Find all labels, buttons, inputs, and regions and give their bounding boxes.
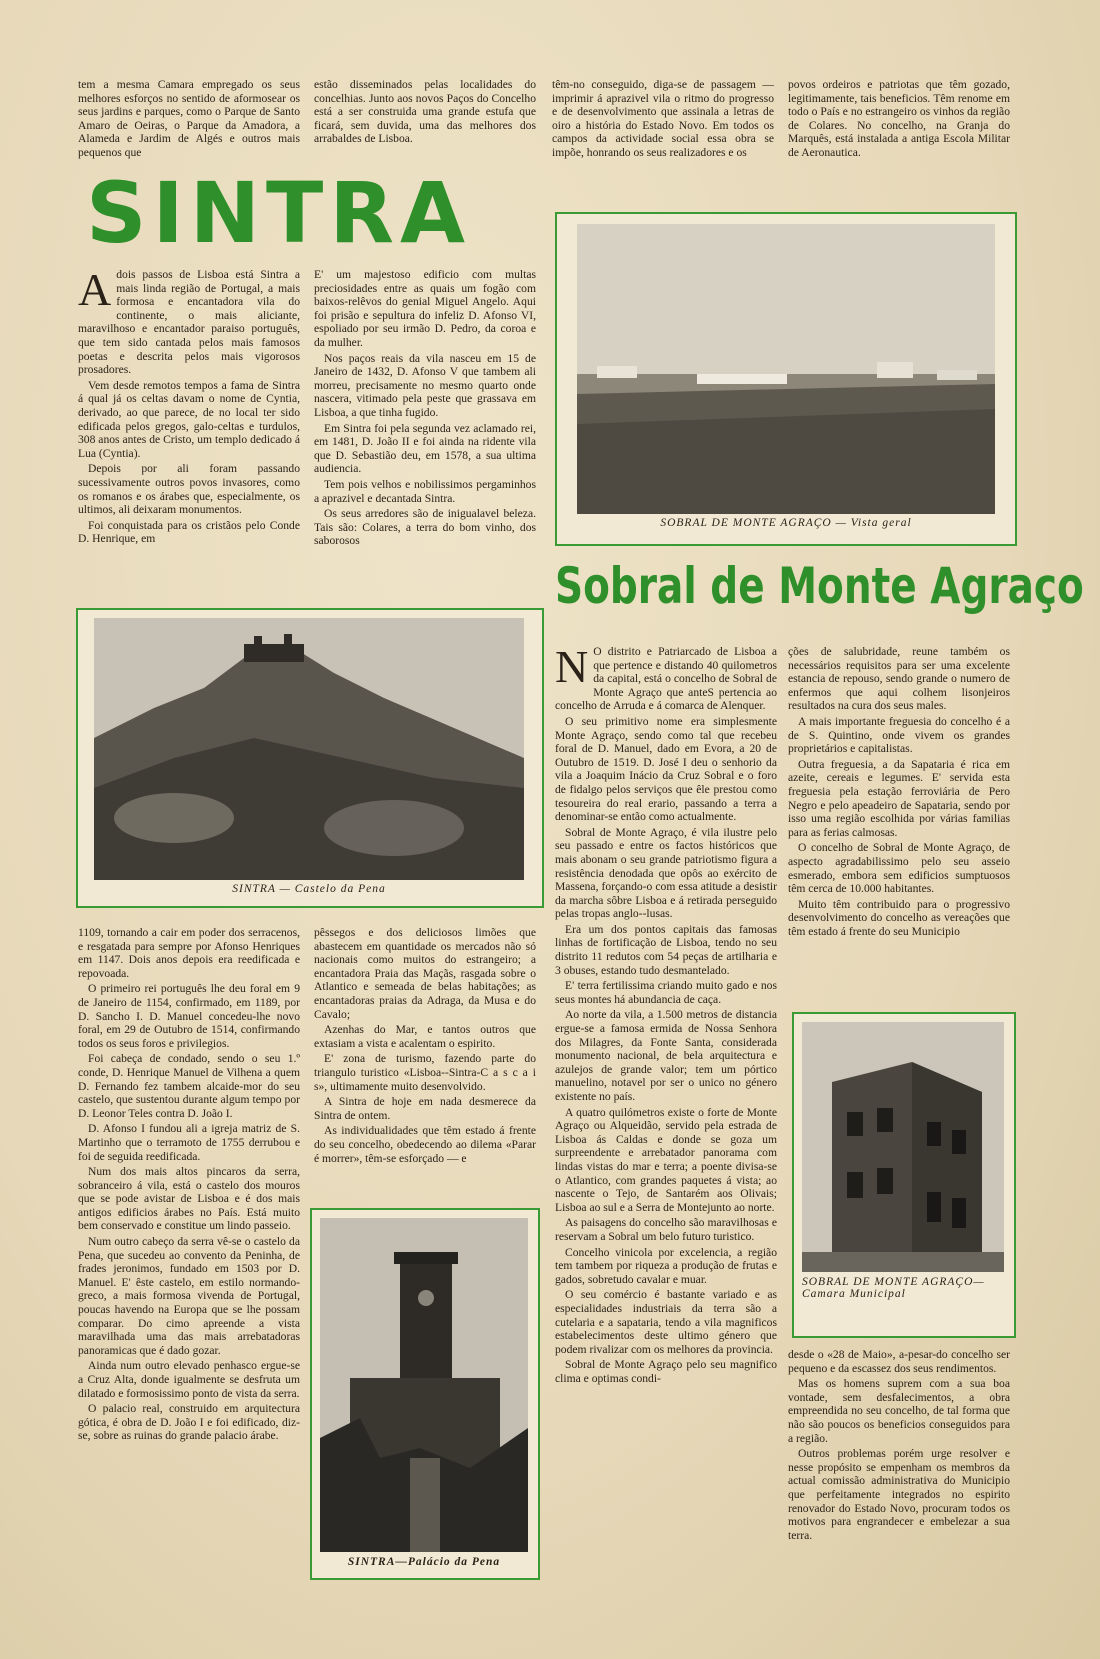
sobral-column-1: N O distrito e Patriarcado de Lisboa a que pertence e distando 40 quilometros da capital, está o concelho de Sobral de Monte Agraço que anteS pertencia ao concelho de Arruda e á comarca de Alenquer. O seu primitivo nome era simplesmente Monte Agraço, sendo como tal que recebeu foral de D. Manuel, dado em Evora, a 20 de Outubro de 1519. D. José I deu o senhorio da vila a Joaquim Inácio da Cruz Sobral e o foro de fidalgo pelos serviços que êle prestou como tesoureira do real erario, passando a terra a denominar-se então como actualmente. Sobral de Monte Agraço, é vila ilustre pelo seu passado e entre os factos históricos que mais abonam o seu grande patriotismo figura a resistência denodada que opôs ao exército de Massena, forçando-o com essa atitude a desistir da marcha sôbre Lisboa e á retirada perseguido pelas tropas anglo--lusas. Era um dos pontos capitais das famosas linhas de fortificação de Lisboa, tendo no seu distrito 11 redutos com 54 peças de artilharia e 3 obuses, estando tudo desmantelado. E' terra fertilissima criando muito gado e nos seus montes há abundancia de caça. Ao norte da vila, a 1.500 metros de distancia ergue-se a famosa ermida de Nossa Senhora dos Milagres, da Fonte Santa, considerada monumento nacional, de bela arquitectura e azulejos de grande valor; tem um pórtico manuelino, notavel por ser o unico no género existente no país. A quatro quilómetros existe o forte de Monte Agraço ou Alqueidão, servido pela estrada de Lisboa ás Caldas e donde se goza um surpreendente e arrebatador panorama com lindas vistas do mar e terra; a poente divisa-se o Atlantico, com grandes paquetes á vista; ao nascente o Tejo, de Santarém aos Olivais; Lisboa ao sul e a Serra de Montejunto ao norte. As paisagens do concelho são maravilhosas e reservam a Sobral um belo futuro turistico. Concelho vinicola por excelencia, a região tem tambem por riqueza a produção de frutas e gados, sobretudo cavalar e muar. O seu comércio é bastante variado e as especialidades industriais da terra são a cutelaria e a sapataria, tendo a vila magnificos estabelecimentos deste ultimo género que podem rivalizar com os melhores da provincia. Sobral de Monte Agraço pelo seu magnifico clima e optimas condi-	[555, 645, 777, 1385]
castelo-caption: SINTRA — Castelo da Pena	[232, 883, 386, 895]
castelo-frame	[76, 608, 544, 908]
camara-caption: SOBRAL DE MONTE AGRAÇO—Camara Municipal	[802, 1276, 985, 1300]
sintra-dropcap: A	[78, 268, 112, 315]
building-image	[802, 1022, 1004, 1272]
sobral-column-2: ções de salubridade, reune também os necessários requisitos para ser uma excelente estancia de repouso, sendo grande o numero de enfermos que aqui colhem lisonjeiros resultados na cura dos seus males. A mais importante freguesia do concelho é a de S. Quintino, onde vivem os grandes proprietários e capitalistas. Outra freguesia, a da Sapataria é rica em azeite, cereais e legumes. E' servida esta freguesia pela estação ferroviária de Pero Negro e pelo apeadeiro de Sapataria, sendo por isso uma região escolhida por várias familias para as ferias calmosas. O concelho de Sobral de Monte Agraço, de aspecto agradabilissimo pelo seu asseio esmerado, embora sem edificios sumptuosos têm cerca de 10.000 habitantes. Muito têm contribuido para o progressivo desenvolvimento do concelho as vereações que têm estado á frente do seu Municipio	[788, 645, 1010, 938]
sintra-column-2: E' um majestoso edificio com multas preciosidades entre as quais um fogão com baixos-relêvos do genial Miguel Angelo. Aqui foi prisão e sepultura do infeliz D. Afonso VI, espoliado por seu irmão D. Pedro, da coroa e da mulher. Nos paços reais da vila nasceu em 15 de Janeiro de 1432, D. Afonso V que tambem ali morreu, precisamente no mesmo quarto onde nascera, vitimado pela peste que grassava em Lisboa, a que tinha fugido. Em Sintra foi pela segunda vez aclamado rei, em 1481, D. João II e foi ainda na ridente vila que D. Sebastião deu, em 1578, a sua ultima audiencia. Tem pois velhos e nobilissimos pergaminhos a aprazivel e decantada Sintra. Os seus arredores são de inigualavel beleza. Tais são: Colares, a terra do bom vinho, dos saborosos	[314, 268, 536, 548]
castle-image	[94, 618, 524, 880]
castelo-photo	[94, 618, 524, 880]
palacio-photo	[320, 1218, 528, 1552]
camara-photo	[802, 1022, 1004, 1272]
sobral-dropcap: N	[555, 645, 589, 692]
sobral-vista-caption: SOBRAL DE MONTE AGRAÇO — Vista geral	[660, 517, 912, 529]
top-column-2: estão disseminados pelas localidades do concelhias. Junto aos novos Paços do Concelho está a ser construida uma grande estufa que ficará, sem duvida, uma das melhores dos arrabaldes de Lisboa.	[314, 78, 536, 146]
top-column-4: povos ordeiros e patriotas que têm gozado, legitimamente, tais beneficios. Têm renome em todo o País e no estrangeiro os vinhos da região de Colares. No concelho, na Granja do Marquês, está instalada a antiga Escola Militar de Aeronautica.	[788, 78, 1010, 159]
palacio-caption: SINTRA—Palácio da Pena	[347, 1556, 501, 1568]
top-column-3: têm-no conseguido, diga-se de passagem — imprimir á aprazivel vila o ritmo do progresso e de desenvolvimento que assinala a letras de oiro a história do Estado Novo. Em todos os campos da actividade social essa obra se impõe, honrando os seus realizadores e os	[552, 78, 774, 159]
sintra-headline: SINTRA	[86, 164, 472, 262]
sintra-column-1: A dois passos de Lisboa está Sintra a mais linda região de Portugal, a mais formosa e encantadora vila do continente, o mais aliciante, maravilhoso e encantador paraiso português, que tem sido cantada pelos mais famosos poetas e descrita pelos mais vigorosos prosadores. Vem desde remotos tempos a fama de Sintra á qual já os celtas davam o nome de Cyntia, derivado, ao que parece, de no local ter sido edificada pelos gregos, galo-celtas e turdulos, 308 anos antes de Cristo, um templo dedicado á Lua (Cyntia). Depois por ali foram passando sucessivamente outros povos invasores, como os romanos e os árabes que, especialmente, os ultimos, ali deixaram monumentos. Foi conquistada para os cristãos pelo Conde D. Henrique, em	[78, 268, 300, 546]
sobral-vista-frame	[555, 212, 1017, 546]
top-column-1: tem a mesma Camara empregado os seus melhores esforços no sentido de aformosear os seus jardins e parques, como o Parque de Santo Amaro de Oeiras, o Parque da Amadora, a Alameda e Jardim de Algés e outros mais pequenos que	[78, 78, 300, 159]
landscape-image	[577, 224, 995, 514]
sobral-headline: Sobral de Monte Agraço	[555, 557, 1084, 615]
palacio-frame	[310, 1208, 540, 1580]
sintra-lower-column-2: pêssegos e dos deliciosos limões que abastecem em quantidade os mercados não só nacionais como muitos do estrangeiro; a encantadora Praia das Maçãs, rasgada sobre o Atlantico e semeada de belas habitações; as encantadoras praias da Adraga, da Musa e do Cavalo; Azenhas do Mar, e tantos outros que extasiam a vista e acalentam o espirito. E' zona de turismo, fazendo parte do triangulo turistico «Lisboa--Sintra-C a s c a i s», ultimamente muito desenvolvido. A Sintra de hoje em nada desmerece da Sintra de ontem. As individualidades que têm estado á frente do seu concelho, obedecendo ao dilema «Parar é morrer», têm-se esforçado — e	[314, 926, 536, 1165]
sobral-vista-photo	[577, 224, 995, 514]
palace-image	[320, 1218, 528, 1552]
sobral-column-2-continued: desde o «28 de Maio», a-pesar-do concelho ser pequeno e da escassez dos seus rendimentos. Mas os homens suprem com a sua boa vontade, sem desfalecimentos, a obra empreendida no seu concelho, de tal forma que não são poucos os beneficios conseguidos para a região. Outros problemas porém urge resolver e nesse propósito se empenham os membros da actual comissão administrativa do Municipio que perfeitamente integrados no espirito renovador do Estado Novo, procuram todos os motivos para engrandecer e embelezar a sua terra.	[788, 1348, 1010, 1542]
camara-frame	[792, 1012, 1016, 1338]
sintra-lower-column-1: 1109, tornando a cair em poder dos serracenos, e resgatada para sempre por Afonso Henriques em 1147. Dois anos depois era reedificada e repovoada. O primeiro rei português lhe deu foral em 9 de Janeiro de 1154, confirmado, em 1189, por D. Sancho I. D. Manuel concedeu-lhe novo foral, em 29 de Outubro de 1514, confirmando todos os seus foros e privilegios. Foi cabeça de condado, sendo o seu 1.º conde, D. Henrique Manuel de Vilhena a quem D. Fernando fez tambem alcaide-mor do seu castelo, que sustentou durante algum tempo por D. Leonor Teles contra D. João I. D. Afonso I fundou ali a igreja matriz de S. Martinho que o terramoto de 1755 derrubou e foi de seguida reedificada. Num dos mais altos pincaros da serra, sobranceiro á vila, está o castelo dos mouros que se pode avistar de Lisboa e é dos mais antigos edificios árabes no País. Está muito bem conservado e constitue um lindo passeio. Num outro cabeço da serra vê-se o castelo da Pena, que sucedeu ao convento da Peninha, de frades jeronimos, fundado em 1503 por D. Manuel. E' êste castelo, em estilo normando-greco, a mais formosa vivenda de Portugal, poucas havendo na Europa que se lhe possam comparar. Do cimo apreende a vista maravilhada uma das mais arrebatadoras panoramicas que é dado gozar. Ainda num outro elevado penhasco ergue-se a Cruz Alta, donde igualmente se desfruta um dilatado e formosissimo ponto de vista da serra. O palacio real, construido em arquitectura gótica, é obra de D. João I e foi edificado, diz-se, sobre as ruinas do grande palacio árabe.	[78, 926, 300, 1443]
